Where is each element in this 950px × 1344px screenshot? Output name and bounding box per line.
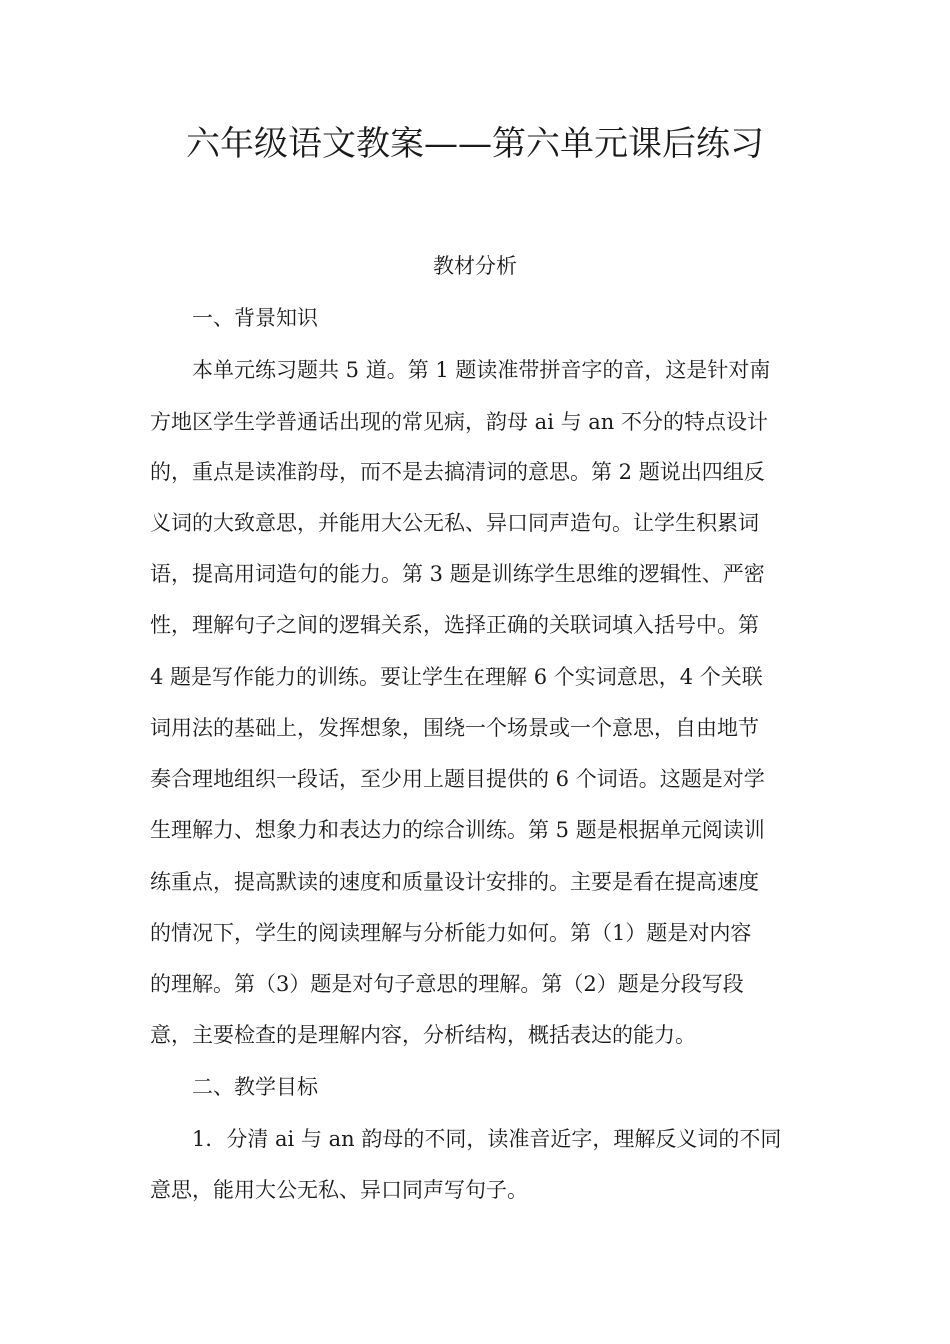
section-subtitle: 教材分析	[433, 254, 517, 278]
paragraph-line: 4 题是写作能力的训练。要让学生在理解 6 个实词意思，4 个关联	[150, 665, 763, 689]
section-heading-background: 一、背景知识	[192, 306, 318, 330]
section-heading-objectives: 二、教学目标	[192, 1075, 318, 1099]
paragraph-line: 本单元练习题共 5 道。第 1 题读准带拼音字的音，这是针对南	[192, 358, 771, 382]
paragraph-line: 意，主要检查的是理解内容，分析结构，概括表达的能力。	[150, 1023, 696, 1047]
paragraph-line: 意思，能用大公无私、异口同声写句子。	[150, 1178, 528, 1202]
paragraph-line: 义词的大致意思，并能用大公无私、异口同声造句。让学生积累词	[150, 511, 759, 535]
paragraph-line: 奏合理地组织一段话，至少用上题目提供的 6 个词语。这题是对学	[150, 767, 765, 791]
paragraph-line: 的理解。第（3）题是对句子意思的理解。第（2）题是分段写段	[150, 972, 744, 996]
paragraph-line: 1．分清 ai 与 an 韵母的不同，读准音近字，理解反义词的不同	[192, 1127, 782, 1151]
paragraph-line: 的，重点是读准韵母，而不是去搞清词的意思。第 2 题说出四组反	[150, 460, 765, 484]
paragraph-line: 的情况下，学生的阅读理解与分析能力如何。第（1）题是对内容	[150, 921, 752, 945]
paragraph-line: 语，提高用词造句的能力。第 3 题是训练学生思维的逻辑性、严密	[150, 562, 765, 586]
paragraph-line: 性，理解句子之间的逻辑关系，选择正确的关联词填入括号中。第	[150, 613, 759, 637]
paragraph-line: 练重点，提高默读的速度和质量设计安排的。主要是看在提高速度	[150, 870, 759, 894]
document-title: 六年级语文教案——第六单元课后练习	[186, 124, 764, 164]
paragraph-line: 生理解力、想象力和表达力的综合训练。第 5 题是根据单元阅读训	[150, 818, 765, 842]
paragraph-line: 词用法的基础上，发挥想象，围绕一个场景或一个意思，自由地节	[150, 716, 759, 740]
paragraph-line: 方地区学生学普通话出现的常见病，韵母 ai 与 an 不分的特点设计	[150, 410, 768, 434]
